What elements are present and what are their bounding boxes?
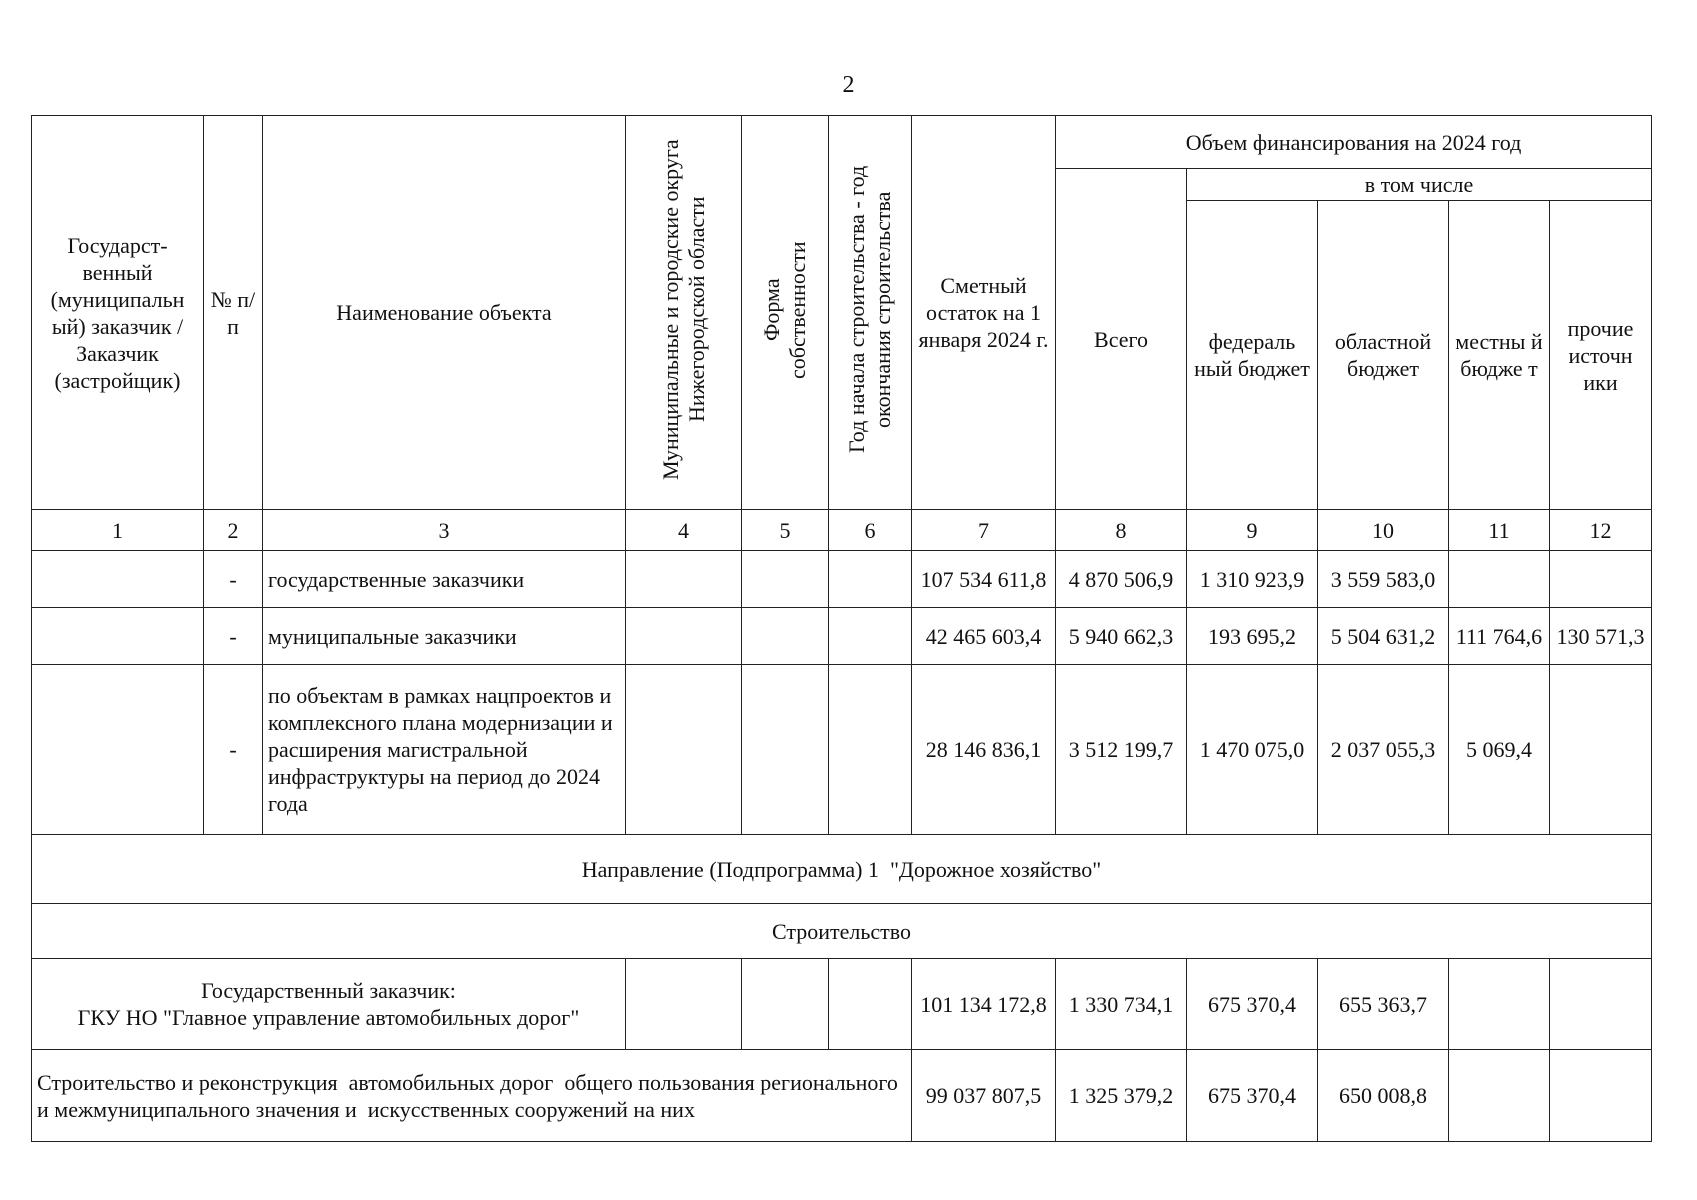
row-name: государственные заказчики — [263, 551, 626, 608]
empty-cell — [742, 608, 829, 665]
row-regional: 3 559 583,0 — [1318, 551, 1449, 608]
row-federal: 1 310 923,9 — [1187, 551, 1318, 608]
header-municipal — [626, 116, 742, 510]
customer-other — [1550, 959, 1652, 1050]
construction-row — [32, 1050, 1652, 1142]
row-other — [1550, 665, 1652, 835]
customer-estimate: 101 134 172,8 — [912, 959, 1056, 1050]
customer-local — [1449, 959, 1550, 1050]
empty-cell — [742, 665, 829, 835]
section-row — [32, 904, 1652, 959]
table-row — [32, 551, 1652, 608]
customer-federal: 675 370,4 — [1187, 959, 1318, 1050]
header-including: в том числе — [1187, 169, 1652, 201]
header-customer: Государст-венный (муниципальн ый) заказчик / Заказчик (застройщик) — [32, 116, 204, 510]
header-years — [829, 116, 912, 510]
row-estimate: 28 146 836,1 — [912, 665, 1056, 835]
header-total: Всего — [1056, 169, 1187, 510]
financing-table — [31, 115, 1652, 1142]
customer-row — [32, 959, 1652, 1050]
header-ownership-text: Форма собственности — [759, 240, 810, 379]
column-numbers-row — [32, 510, 1652, 551]
direction-title: Направление (Подпрограмма) 1 "Дорожное хозяйство" — [32, 835, 1652, 904]
column-number: 10 — [1318, 510, 1449, 551]
column-number: 7 — [912, 510, 1056, 551]
row-other: 130 571,3 — [1550, 608, 1652, 665]
customer-regional: 655 363,7 — [1318, 959, 1449, 1050]
empty-cell — [742, 551, 829, 608]
header-funding: Объем финансирования на 2024 год — [1056, 116, 1652, 169]
header-regional: областной бюджет — [1318, 201, 1449, 510]
column-number: 5 — [742, 510, 829, 551]
row-federal: 193 695,2 — [1187, 608, 1318, 665]
construction-local — [1449, 1050, 1550, 1142]
construction-name: Строительство и реконструкция автомобильных дорог общего пользования регионального и межмуниципального значения и искусственных сооружений на них — [32, 1050, 912, 1142]
customer-total: 1 330 734,1 — [1056, 959, 1187, 1050]
column-number: 4 — [626, 510, 742, 551]
empty-cell — [626, 665, 742, 835]
construction-other — [1550, 1050, 1652, 1142]
header-years-text: Год начала строительства - год окончания строительства — [844, 165, 895, 454]
row-customer-cell — [32, 551, 204, 608]
column-number: 9 — [1187, 510, 1318, 551]
row-federal: 1 470 075,0 — [1187, 665, 1318, 835]
header-estimate: Сметный остаток на 1 января 2024 г. — [912, 116, 1056, 510]
customer-line-1: Государственный заказчик: — [201, 978, 456, 1003]
column-number: 11 — [1449, 510, 1550, 551]
construction-estimate: 99 037 807,5 — [912, 1050, 1056, 1142]
row-customer-cell — [32, 608, 204, 665]
row-estimate: 107 534 611,8 — [912, 551, 1056, 608]
row-name: по объектам в рамках нацпроектов и комплексного плана модернизации и расширения магистральной инфраструктуры на период до 2024 года — [263, 665, 626, 835]
column-number: 8 — [1056, 510, 1187, 551]
row-total: 4 870 506,9 — [1056, 551, 1187, 608]
empty-cell — [626, 551, 742, 608]
empty-cell — [626, 608, 742, 665]
section-title: Строительство — [32, 904, 1652, 959]
header-local: местны й бюдже т — [1449, 201, 1550, 510]
header-number: № п/п — [204, 116, 263, 510]
column-number: 3 — [263, 510, 626, 551]
page-number: 2 — [842, 72, 855, 98]
table-row — [32, 665, 1652, 835]
construction-regional: 650 008,8 — [1318, 1050, 1449, 1142]
row-customer-cell — [32, 665, 204, 835]
column-number: 1 — [32, 510, 204, 551]
row-local — [1449, 551, 1550, 608]
header-municipal-text: Муниципальные и городские округа Нижегородской области — [657, 139, 709, 480]
header-object-name: Наименование объекта — [263, 116, 626, 510]
row-number: - — [204, 608, 263, 665]
empty-cell — [829, 608, 912, 665]
empty-cell — [626, 959, 742, 1050]
construction-total: 1 325 379,2 — [1056, 1050, 1187, 1142]
row-total: 3 512 199,7 — [1056, 665, 1187, 835]
row-total: 5 940 662,3 — [1056, 608, 1187, 665]
row-number: - — [204, 665, 263, 835]
table-row — [32, 608, 1652, 665]
header-federal: федераль ный бюджет — [1187, 201, 1318, 510]
row-local: 5 069,4 — [1449, 665, 1550, 835]
direction-row — [32, 835, 1652, 904]
row-number: - — [204, 551, 263, 608]
empty-cell — [829, 665, 912, 835]
empty-cell — [829, 551, 912, 608]
row-other — [1550, 551, 1652, 608]
row-name: муниципальные заказчики — [263, 608, 626, 665]
customer-name-cell — [32, 959, 626, 1050]
column-number: 6 — [829, 510, 912, 551]
header-ownership — [742, 116, 829, 510]
row-local: 111 764,6 — [1449, 608, 1550, 665]
customer-line-2: ГКУ НО "Главное управление автомобильных дорог" — [77, 1005, 580, 1030]
empty-cell — [829, 959, 912, 1050]
column-number: 12 — [1550, 510, 1652, 551]
empty-cell — [742, 959, 829, 1050]
row-regional: 5 504 631,2 — [1318, 608, 1449, 665]
column-number: 2 — [204, 510, 263, 551]
row-estimate: 42 465 603,4 — [912, 608, 1056, 665]
header-other: прочие источн ики — [1550, 201, 1652, 510]
construction-federal: 675 370,4 — [1187, 1050, 1318, 1142]
row-regional: 2 037 055,3 — [1318, 665, 1449, 835]
